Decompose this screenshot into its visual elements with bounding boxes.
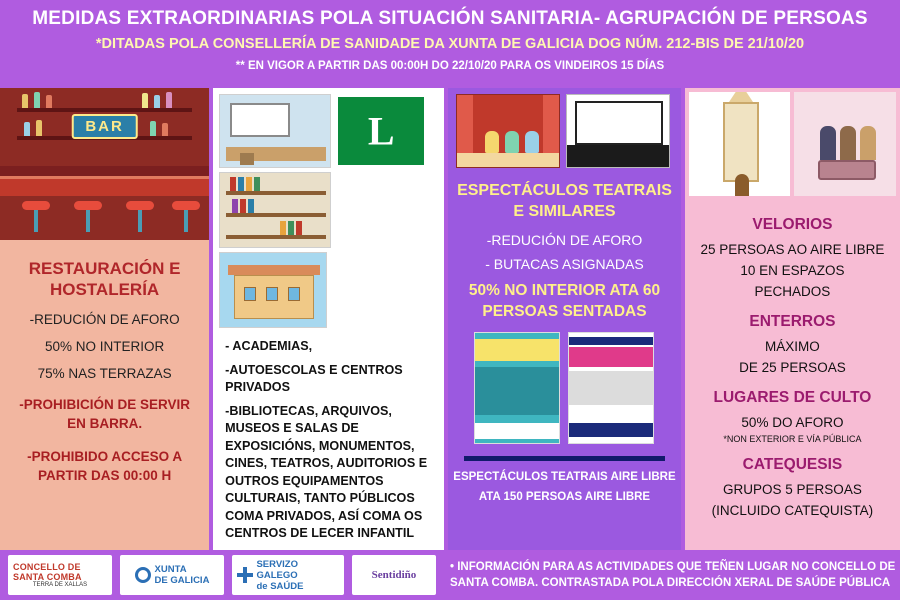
- poster-footer: [0, 550, 900, 600]
- culto-line: PECHADOS: [754, 284, 831, 299]
- educacion-body: [213, 328, 444, 550]
- logo-line-1: Sentidiño: [371, 569, 417, 581]
- bottle-icon: [36, 120, 42, 136]
- culto-illustrations: [685, 88, 900, 196]
- educacion-item: -AUTOESCOLAS E CENTROS PRIVADOS: [225, 362, 403, 394]
- espectaculos-line: - BUTACAS ASIGNADAS: [485, 256, 644, 272]
- logo-concello-santa-comba: [8, 555, 112, 595]
- bottle-icon: [34, 92, 40, 108]
- logo-line-2: TERRA DE XALLAS: [32, 582, 88, 588]
- museum-icon: [219, 252, 327, 328]
- bottle-icon: [150, 121, 156, 136]
- bar-shelf-1: [17, 108, 193, 112]
- column-espectaculos: [448, 88, 681, 550]
- restauracion-title: RESTAURACIÓN E HOSTALERÍA: [28, 259, 181, 299]
- culto-heading: VELORIOS: [752, 216, 833, 233]
- church-icon: [689, 92, 791, 196]
- logo-servizo-galego-saude: [232, 555, 344, 595]
- xunta-mark-icon: [135, 567, 151, 583]
- column-educacion: [213, 88, 444, 550]
- cinema-screen-icon: [566, 94, 670, 168]
- culto-line: 50% DO AFORO: [741, 415, 844, 430]
- logo-line-2: de SAÚDE: [256, 580, 304, 592]
- header-subtitle: *DITADAS POLA CONSELLERÍA DE SANIDADE DA XUNTA DE GALICIA DOG NÚM. 212-BIS DE 21/10/20: [95, 36, 805, 52]
- culto-footnote: *NON EXTERIOR E VÍA PÚBLICA: [723, 434, 862, 444]
- column-culto: [685, 88, 900, 550]
- classroom-icon: [219, 94, 331, 168]
- restauracion-line: 50% NO INTERIOR: [44, 339, 165, 354]
- espectaculos-posters: [448, 332, 681, 444]
- funeral-icon: [794, 92, 896, 196]
- logo-line-1: SERVIZO GALEGO: [256, 558, 298, 581]
- restauracion-restriction: -PROHIBIDO ACCESO A PARTIR DAS 00:00 H: [27, 449, 183, 483]
- culto-line: GRUPOS 5 PERSOAS: [723, 482, 862, 497]
- poster-thumb-2: [568, 332, 654, 444]
- bar-sign-label: BAR: [71, 114, 138, 139]
- educacion-illustrations: [213, 88, 444, 328]
- driving-school-L-icon: [335, 94, 427, 168]
- restauracion-line: 75% NAS TERRAZAS: [37, 366, 172, 381]
- bottle-icon: [162, 123, 168, 136]
- culto-line: 25 PERSOAS AO AIRE LIBRE: [700, 242, 885, 257]
- bottle-icon: [22, 94, 28, 108]
- culto-heading: CATEQUESIS: [742, 456, 843, 473]
- bar-stool-icon: [172, 201, 200, 232]
- bottle-icon: [166, 92, 172, 108]
- culto-line: 10 EN ESPAZOS: [740, 263, 845, 278]
- logo-line-1: XUNTA: [154, 564, 187, 575]
- page-title: MEDIDAS EXTRAORDINARIAS POLA SITUACIÓN SANITARIA- AGRUPACIÓN DE PERSOAS: [32, 8, 868, 29]
- culto-line: MÁXIMO: [765, 339, 820, 354]
- poster-header: [0, 0, 900, 88]
- bar-illustration: [0, 88, 209, 240]
- footer-logos: [0, 555, 436, 595]
- columns-container: [0, 88, 900, 550]
- bar-stool-icon: [126, 201, 154, 232]
- logo-sentidino: [352, 555, 436, 595]
- footer-note: • INFORMACIÓN PARA AS ACTIVIDADES QUE TEÑEN LUGAR NO CONCELLO DE SANTA COMBA. CONTRASTADA POLA DIRECCIÓN XERAL DE SAÚDE PÚBLICA: [450, 561, 896, 589]
- bottle-icon: [24, 122, 30, 136]
- logo-line-1: CONCELLO DE SANTA COMBA: [13, 562, 82, 582]
- culto-heading: ENTERROS: [749, 313, 836, 330]
- bar-stool-icon: [74, 201, 102, 232]
- culto-body: [685, 196, 900, 520]
- espectaculos-illustrations: [448, 88, 681, 168]
- bottle-icon: [46, 95, 52, 108]
- espectaculos-outdoor-limit: ATA 150 PERSOAS AIRE LIBRE: [478, 491, 651, 503]
- header-note: ** EN VIGOR A PARTIR DAS 00:00H DO 22/10/20 PARA OS VINDEIROS 15 DÍAS: [235, 60, 665, 72]
- culto-line: DE 25 PERSOAS: [739, 360, 846, 375]
- culto-line: (INCLUIDO CATEQUISTA): [711, 503, 874, 518]
- educacion-item: -BIBLIOTECAS, ARQUIVOS, MUSEOS E SALAS DE EXPOSICIÓNS, MONUMENTOS, CINES, TEATROS, AUDITORIOS E OUTROS EQUIPAMENTOS CULTURAIS, TANTO PÚBLICOS COMA PRIVADOS, ASÍ COMA OS CENTROS DE LECER INFANTIL: [225, 403, 428, 540]
- column-restauracion-body: [0, 240, 209, 485]
- espectaculos-title: ESPECTÁCULOS TEATRAIS E SIMILARES: [457, 182, 672, 220]
- bar-stool-icon: [22, 201, 50, 232]
- bottle-icon: [142, 93, 148, 108]
- restauracion-restriction: -PROHIBICIÓN DE SERVIR EN BARRA.: [19, 397, 190, 431]
- restauracion-line: -REDUCIÓN DE AFORO: [29, 312, 180, 327]
- logo-xunta-de-galicia: [120, 555, 224, 595]
- column-restauracion: [0, 88, 209, 550]
- culto-heading: LUGARES DE CULTO: [713, 389, 872, 406]
- bottle-icon: [154, 95, 160, 108]
- theatre-stage-icon: [456, 94, 560, 168]
- poster-thumb-1: [474, 332, 560, 444]
- medical-cross-icon: [237, 567, 252, 583]
- divider: [464, 456, 664, 461]
- bar-counter: [0, 176, 209, 196]
- logo-line-2: DE GALICIA: [154, 575, 210, 586]
- espectaculos-capacity: 50% NO INTERIOR ATA 60 PERSOAS SENTADAS: [468, 282, 661, 320]
- espectaculos-line: -REDUCIÓN DE AFORO: [486, 232, 643, 248]
- library-icon: [219, 172, 331, 248]
- educacion-item: - ACADEMIAS,: [225, 339, 313, 353]
- espectaculos-outdoor-note: ESPECTÁCULOS TEATRAIS AIRE LIBRE: [453, 471, 676, 483]
- letter-L: L: [367, 108, 395, 154]
